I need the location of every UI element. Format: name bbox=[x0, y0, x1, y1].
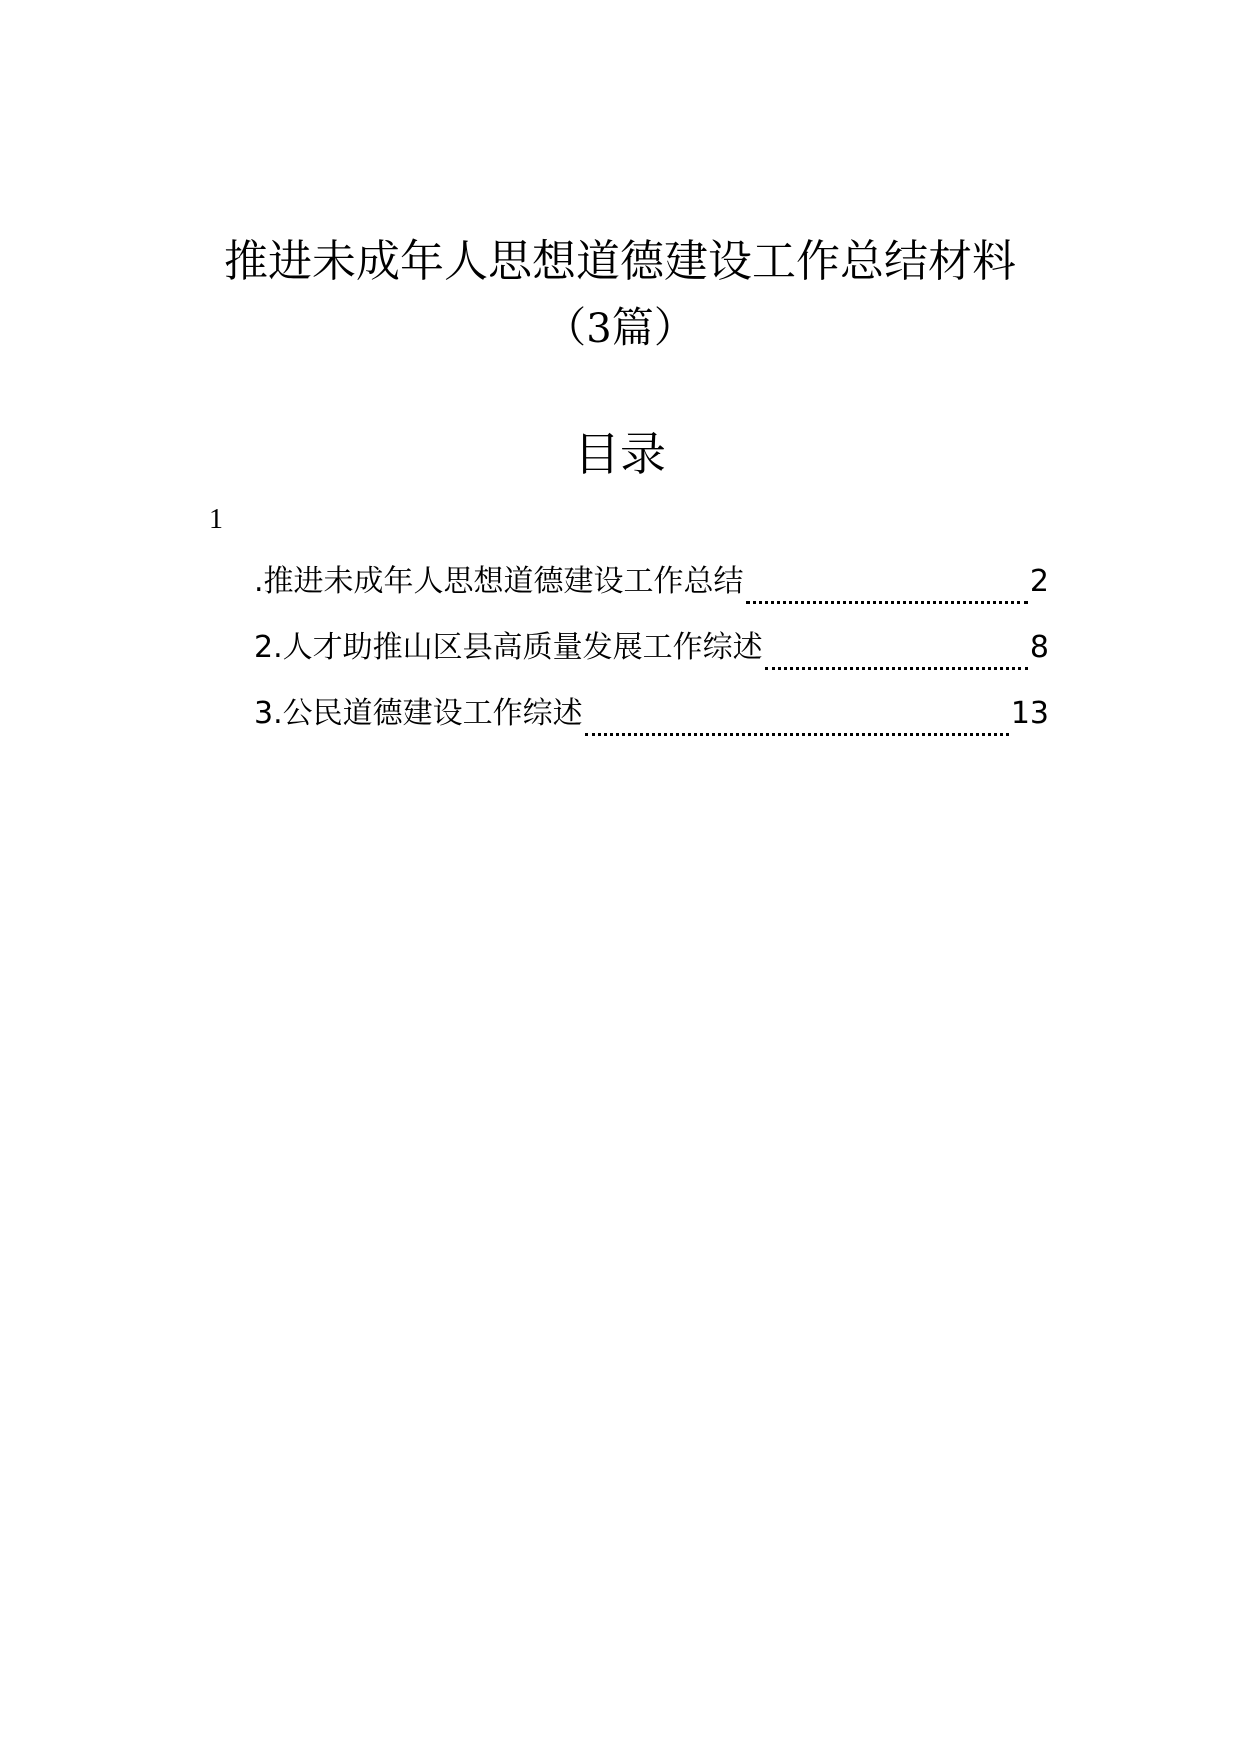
subtitle-close-paren: ） bbox=[653, 303, 696, 352]
toc-leader-dots bbox=[765, 667, 1028, 670]
toc-entry-page: 8 bbox=[1029, 630, 1049, 665]
subtitle-open-paren: （ bbox=[544, 303, 587, 352]
toc-leader-dots bbox=[746, 601, 1028, 604]
subtitle-word: 篇 bbox=[611, 303, 654, 352]
toc-entry-page: 13 bbox=[1010, 696, 1049, 731]
toc-entry-title: 3.公民道德建设工作综述 bbox=[254, 696, 583, 731]
toc-entry-title: .推进未成年人思想道德建设工作总结 bbox=[254, 564, 744, 599]
document-title: 推进未成年人思想道德建设工作总结材料 bbox=[224, 236, 1016, 287]
document-subtitle bbox=[0, 298, 1240, 359]
toc-leader-dots bbox=[585, 733, 1009, 736]
table-of-contents bbox=[254, 560, 1049, 758]
toc-entry[interactable] bbox=[254, 692, 1049, 758]
toc-heading: 目录 bbox=[574, 427, 666, 481]
toc-entry-page: 2 bbox=[1029, 564, 1049, 599]
toc-entry-title: 2.人才助推山区县高质量发展工作综述 bbox=[254, 630, 763, 665]
toc-entry[interactable] bbox=[254, 560, 1049, 626]
subtitle-count: 3 bbox=[586, 306, 612, 352]
toc-stray-number: 1 bbox=[209, 504, 223, 535]
toc-entry[interactable] bbox=[254, 626, 1049, 692]
